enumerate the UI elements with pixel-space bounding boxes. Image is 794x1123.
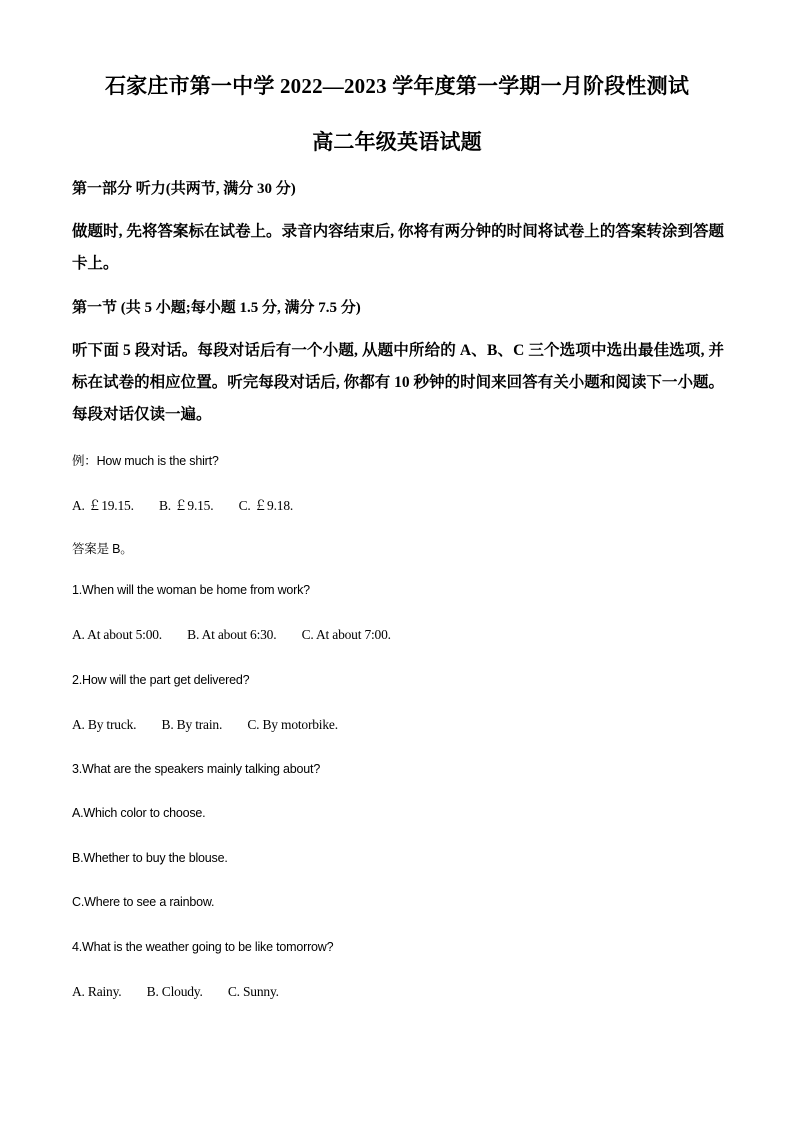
question-2: 2.How will the part get delivered? — [72, 673, 250, 687]
question-2-option-c: C. By motorbike. — [247, 717, 338, 732]
example-option-a: A. ￡19.15. — [72, 498, 134, 513]
question-1-options — [72, 627, 391, 643]
question-3-option-a: A.Which color to choose. — [72, 806, 206, 820]
question-4: 4.What is the weather going to be like tomorrow? — [72, 940, 334, 954]
question-1-option-a: A. At about 5:00. — [72, 627, 162, 642]
example-question: 例：How much is the shirt? — [72, 454, 219, 468]
question-2-option-a: A. By truck. — [72, 717, 137, 732]
example-answer: 答案是 B。 — [72, 542, 133, 556]
question-4-option-b: B. Cloudy. — [146, 984, 203, 999]
question-1-option-c: C. At about 7:00. — [301, 627, 391, 642]
exam-title: 石家庄市第一中学 2022—2023 学年度第一学期一月阶段性测试 — [104, 74, 690, 98]
example-option-b: B. ￡9.15. — [158, 498, 214, 513]
section1-instructions: 听下面 5 段对话。每段对话后有一个小题, 从题中所给的 A、B、C 三个选项中选出最佳选项, 并标在试卷的相应位置。听完每段对话后, 你都有 10 秒钟的时间来回答有关小题和阅读下一小题。每段对话仅读一遍。 — [72, 342, 724, 423]
question-2-option-b: B. By train. — [161, 717, 223, 732]
question-4-option-a: A. Rainy. — [72, 984, 122, 999]
section1-heading: 第一节 (共 5 小题;每小题 1.5 分, 满分 7.5 分) — [72, 300, 361, 316]
question-2-options — [72, 717, 338, 733]
question-3-option-b: B.Whether to buy the blouse. — [72, 851, 228, 865]
part1-instructions: 做题时, 先将答案标在试卷上。录音内容结束后, 你将有两分钟的时间将试卷上的答案转涂到答题卡上。 — [72, 223, 724, 272]
example-option-c: C. ￡9.18. — [238, 498, 294, 513]
question-1-option-b: B. At about 6:30. — [187, 627, 277, 642]
example-options — [72, 494, 293, 514]
question-3-option-c: C.Where to see a rainbow. — [72, 895, 215, 909]
question-4-options — [72, 984, 279, 1000]
exam-subtitle: 高二年级英语试题 — [312, 130, 482, 154]
part1-heading: 第一部分 听力(共两节, 满分 30 分) — [72, 181, 296, 197]
question-4-option-c: C. Sunny. — [227, 984, 279, 999]
question-1: 1.When will the woman be home from work? — [72, 583, 310, 597]
question-3: 3.What are the speakers mainly talking about? — [72, 762, 321, 776]
